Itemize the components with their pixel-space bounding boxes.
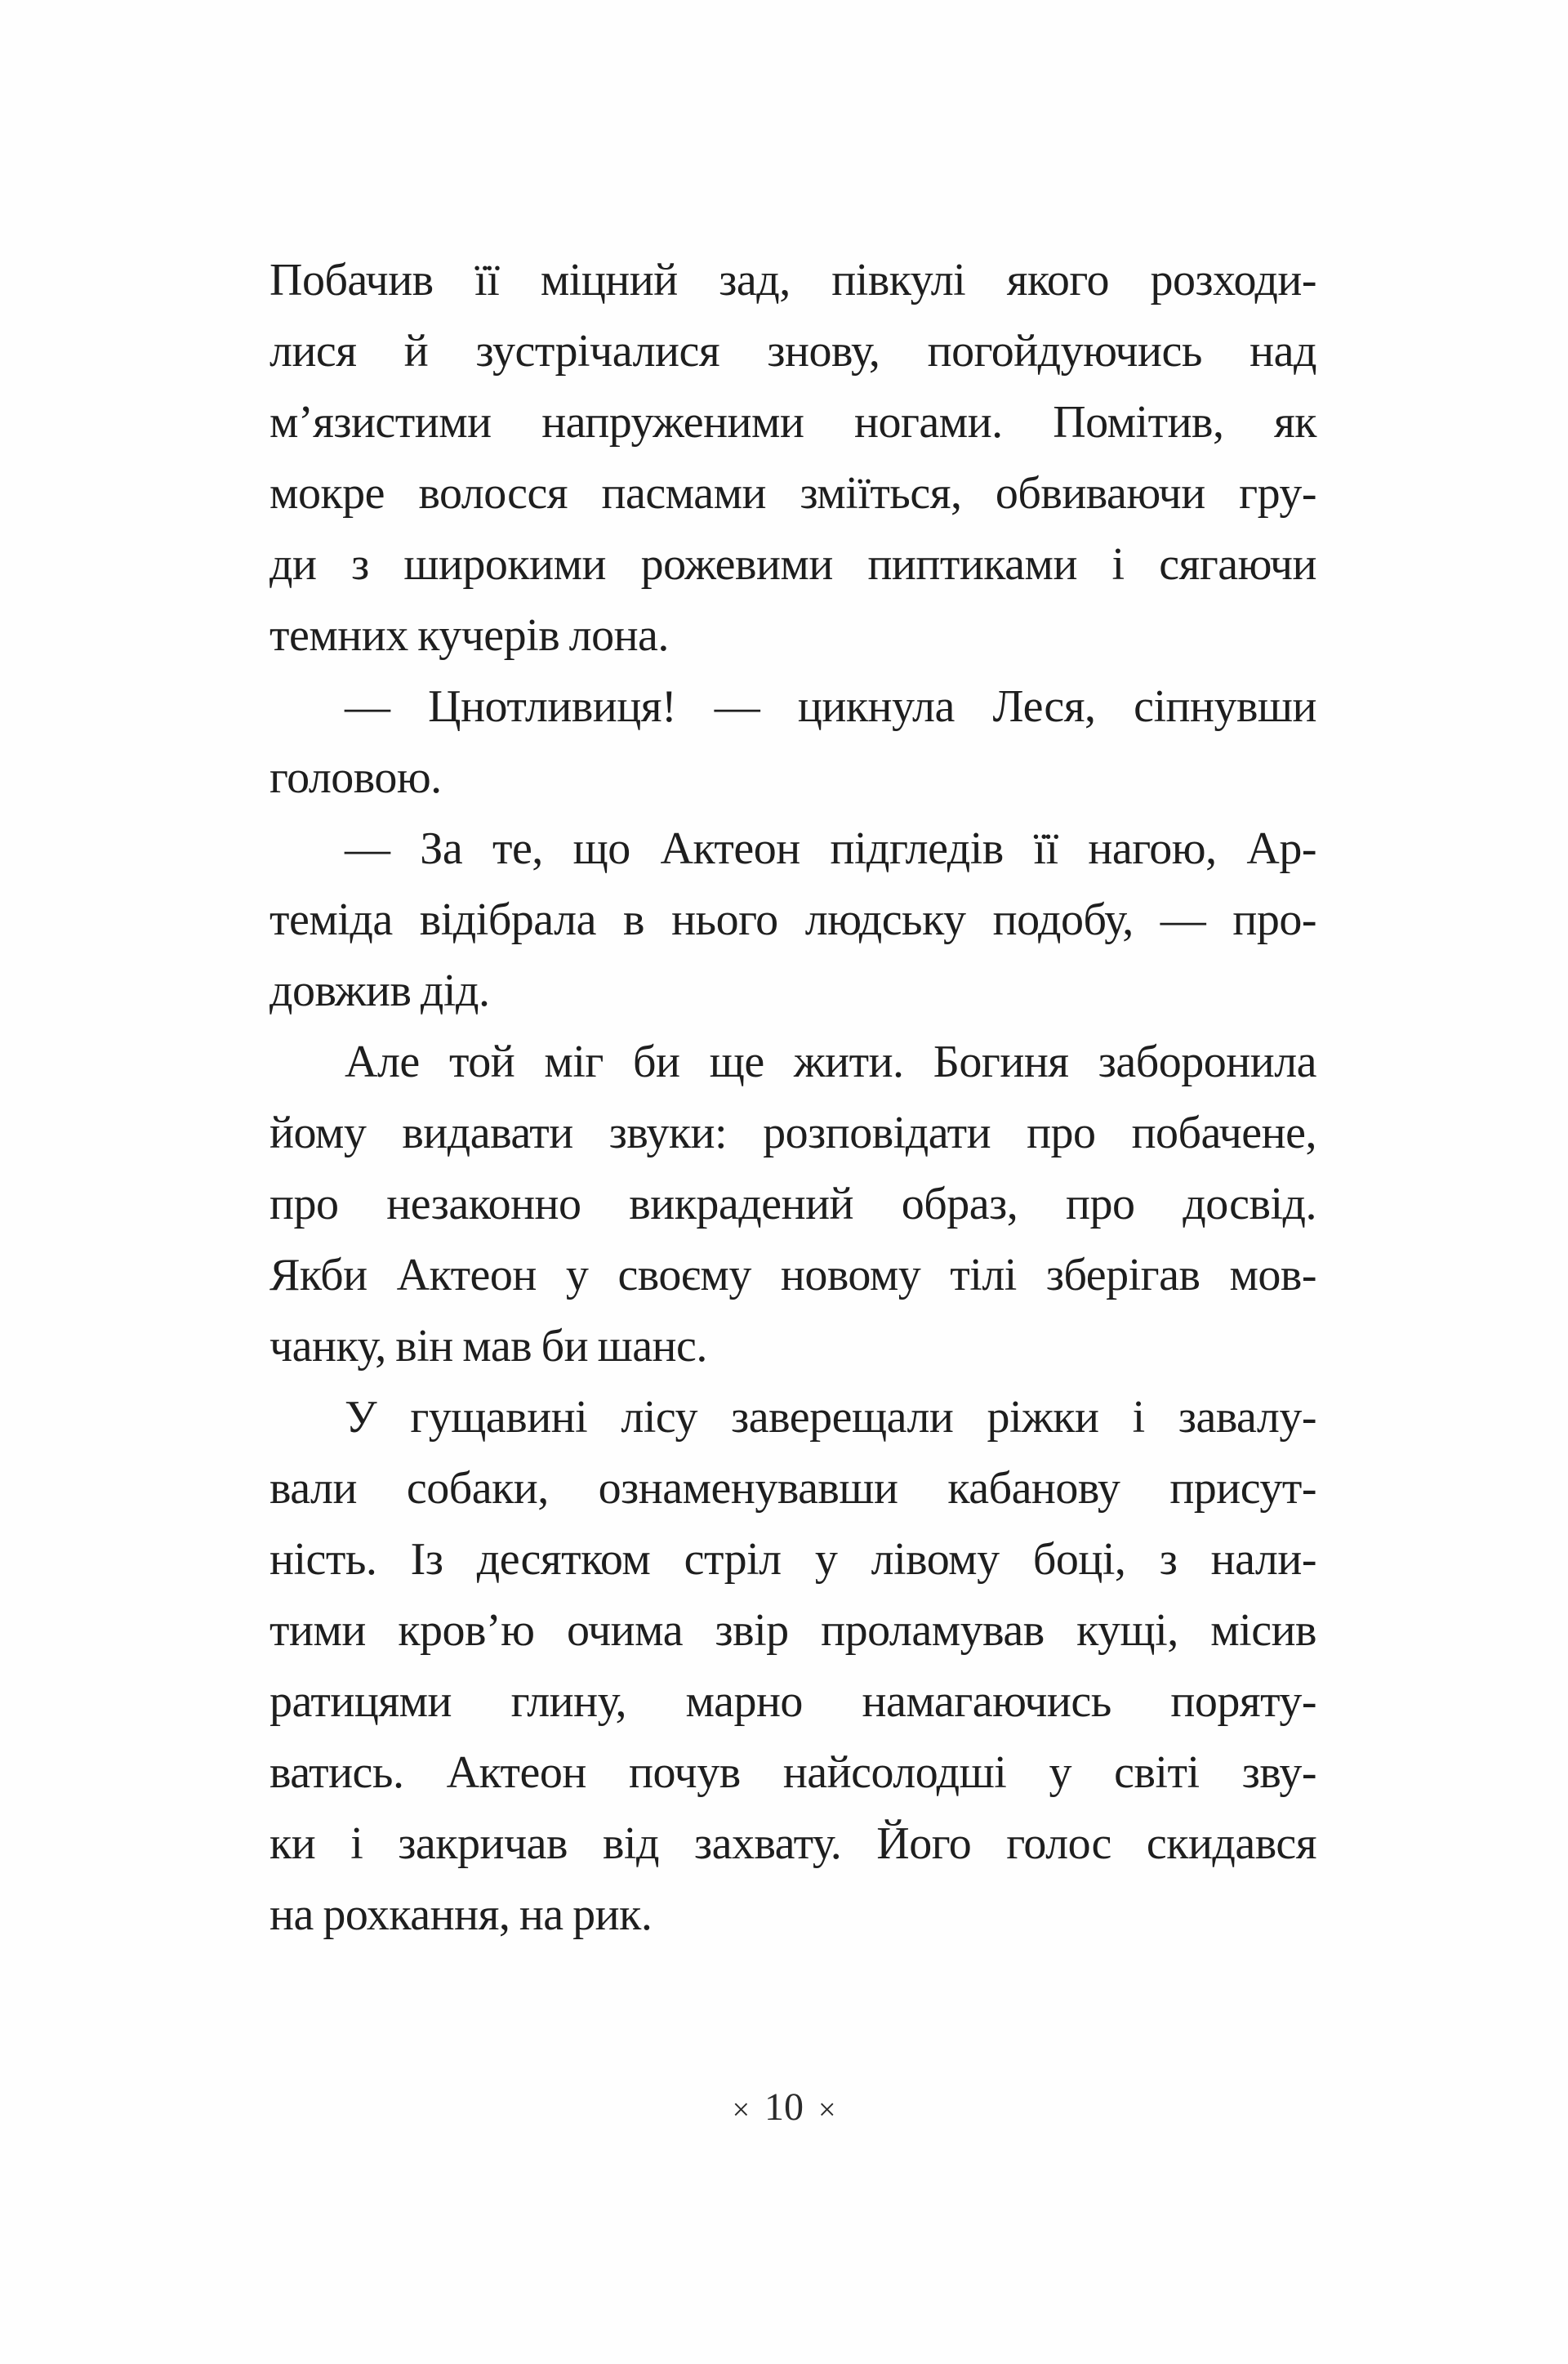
- paragraph-5: [270, 1382, 1316, 1951]
- text-line: темних кучерів лона.: [270, 610, 669, 661]
- text-line: лися й зустрічалися знову, погойдуючись над: [270, 326, 1316, 377]
- text-line: йому видавати звуки: розповідати про побачене,: [270, 1108, 1316, 1158]
- text-line: чанку, він мав би шанс.: [270, 1321, 707, 1372]
- text-line: Але той міг би ще жити. Богиня заборонила: [345, 1037, 1316, 1087]
- text-line: мокре волосся пасмами зміїться, обвиваючи гру-: [270, 468, 1316, 519]
- text-line: про незаконно викрадений образ, про досвід.: [270, 1179, 1316, 1229]
- ornament-cross-icon: ×: [818, 2093, 836, 2127]
- text-line: вали собаки, ознаменувавши кабанову присут-: [270, 1463, 1316, 1514]
- text-line: ватись. Актеон почув найсолодші у світі зву-: [270, 1747, 1316, 1798]
- body-text: [270, 245, 1316, 1951]
- paragraph-2-dialogue: [270, 671, 1316, 814]
- text-line: — Цнотливиця! — цикнула Леся, сіпнувши: [345, 681, 1316, 732]
- text-line: головою.: [270, 752, 442, 803]
- text-line: м’язистими напруженими ногами. Помітив, як: [270, 397, 1316, 448]
- paragraph-4: [270, 1027, 1316, 1382]
- text-line: Якби Актеон у своєму новому тілі зберігав мов-: [270, 1250, 1316, 1300]
- text-line: ність. Із десятком стріл у лівому боці, з нали-: [270, 1534, 1316, 1585]
- text-line: на рохкання, на рик.: [270, 1889, 653, 1940]
- text-line: ки і закричав від захвату. Його голос скидався: [270, 1818, 1316, 1869]
- text-line: У гущавині лісу заверещали ріжки і завалу-: [345, 1392, 1316, 1443]
- text-line: теміда відібрала в нього людську подобу, — про-: [270, 894, 1316, 945]
- paragraph-1: [270, 245, 1316, 671]
- paragraph-3-dialogue: [270, 814, 1316, 1027]
- text-line: — За те, що Актеон підгледів її нагою, Ар-: [345, 823, 1316, 874]
- text-line: тими кров’ю очима звір проламував кущі, місив: [270, 1605, 1316, 1656]
- ornament-cross-icon: ×: [732, 2093, 750, 2127]
- text-line: ратицями глину, марно намагаючись поряту-: [270, 1676, 1316, 1727]
- text-line: довжив дід.: [270, 966, 490, 1016]
- page-number: 10: [764, 2085, 804, 2129]
- text-line: Побачив її міцний зад, півкулі якого розходи-: [270, 255, 1316, 306]
- text-line: ди з широкими рожевими пиптиками і сягаючи: [270, 539, 1316, 590]
- page-footer: [0, 2079, 1568, 2139]
